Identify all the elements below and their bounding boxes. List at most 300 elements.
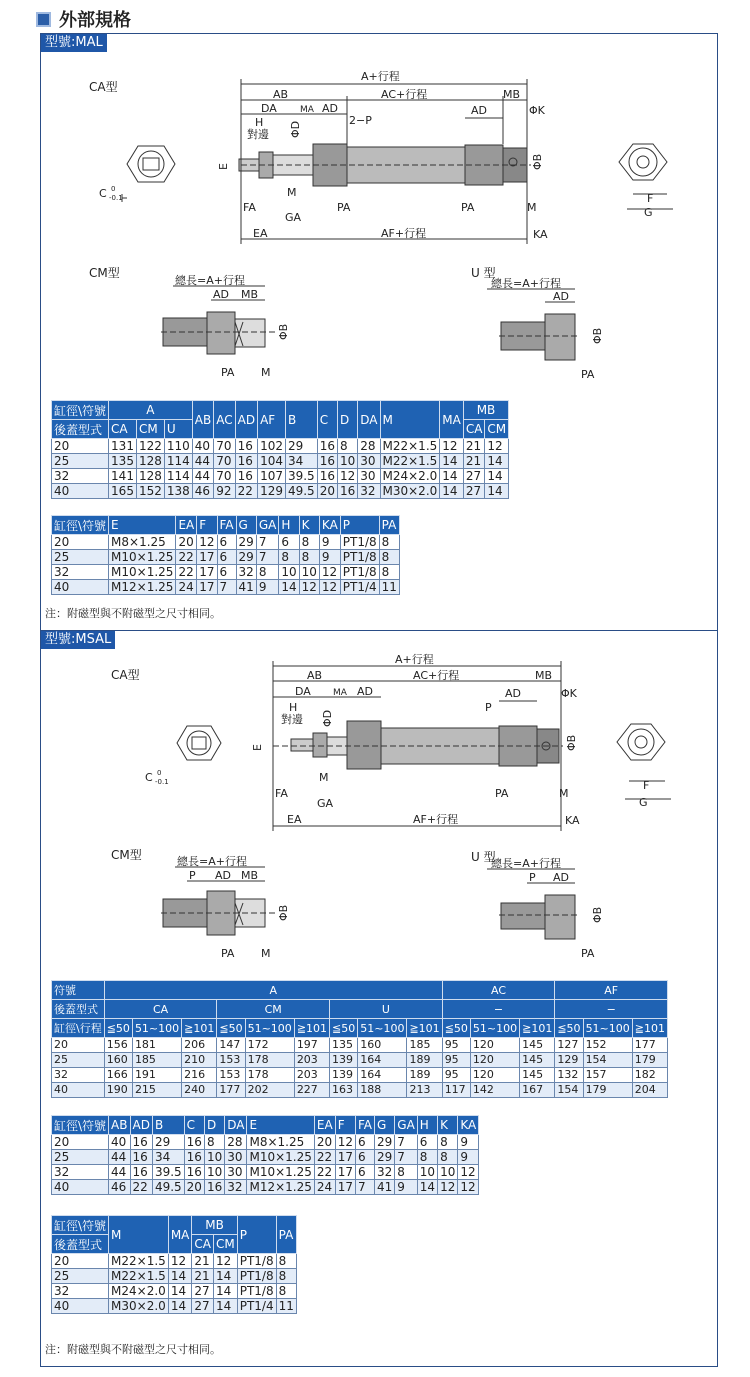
table-cell: 32 [52,1068,105,1083]
table-cell: 34 [285,454,317,469]
table-cell: 14 [279,580,299,595]
table-cell: 6 [355,1165,374,1180]
msal-table-3 [51,980,668,1098]
t1-h-cm: CM [136,420,164,439]
table-cell: 165 [109,484,137,499]
table-cell: 128 [136,454,164,469]
table-cell: 10 [337,454,357,469]
t2-h-ga: GA [256,516,279,535]
m2-dim-tol-bot: -0.1 [155,778,169,786]
table-cell: 41 [374,1180,394,1195]
table-cell: 20 [317,484,337,499]
table-cell: M12×1.25 [109,580,176,595]
table-cell: 12 [213,1254,237,1269]
table-cell: 8 [417,1150,437,1165]
table-cell: 8 [379,565,399,580]
table-cell: 12 [319,565,340,580]
table-cell: 8 [276,1284,296,1299]
t4-h: B [152,1116,184,1135]
t3-h-stroke: 51~100 [358,1019,407,1038]
table-cell: 114 [164,469,192,484]
table-cell: 22 [235,484,257,499]
m2-u-phib: ΦB [591,906,604,923]
t4-row [52,1165,479,1180]
table-cell: 132 [555,1068,583,1083]
t2-h-bore: 缸徑\符號 [52,516,109,535]
t4-row [52,1180,479,1195]
table-cell: 203 [294,1068,329,1083]
table-cell: 102 [258,439,286,454]
t4-h: 缸徑\符號 [52,1116,109,1135]
table-cell: 34 [152,1150,184,1165]
m2-cm-p: P [189,869,196,882]
m2-cm-total: 總長=A+行程 [177,855,247,868]
table-cell: 6 [217,565,236,580]
table-cell: 139 [330,1053,358,1068]
section-tag-mal: 型號:MAL [41,34,107,52]
t3-h-stroke: 51~100 [470,1019,519,1038]
table-cell: 8 [395,1165,418,1180]
m2-dim-da: DA [295,685,311,698]
t4-h: G [374,1116,394,1135]
table-cell: 14 [168,1269,192,1284]
t3-row [52,1083,668,1098]
t2-row [52,550,400,565]
t4-h: C [184,1116,204,1135]
table-cell: 16 [130,1165,152,1180]
section-mal [40,33,718,631]
table-cell: 160 [358,1038,407,1053]
table-cell: 6 [355,1150,374,1165]
table-cell: 131 [109,439,137,454]
table-cell: 141 [109,469,137,484]
table-cell: 210 [182,1053,217,1068]
table-cell: 178 [245,1053,294,1068]
t5-h-bore: 缸徑\符號 [52,1216,109,1235]
t3-row [52,1053,668,1068]
table-cell: 14 [440,469,464,484]
table-cell: 17 [197,580,217,595]
table-cell: PT1/8 [340,565,379,580]
t1-h-da: DA [358,401,380,439]
t1-row [52,469,509,484]
t1-h-mb: MB [463,401,508,420]
table-cell: M10×1.25 [109,550,176,565]
table-cell: 17 [197,565,217,580]
table-cell: 185 [407,1038,442,1053]
t2-h-pa: PA [379,516,399,535]
m2-dim-f: F [643,779,650,792]
dim-pa-right: PA [461,201,475,214]
t1-h-ca: CA [109,420,137,439]
table-cell: 14 [485,484,509,499]
table-cell: 127 [555,1038,583,1053]
table-cell: 14 [485,454,509,469]
table-cell: 70 [214,439,235,454]
table-cell: 12 [197,535,217,550]
table-cell: 12 [440,439,464,454]
table-cell: 30 [358,469,380,484]
m2-dim-af-stroke: AF+行程 [413,813,459,826]
msal-drawings [41,631,717,971]
table-cell: 185 [132,1053,181,1068]
table-cell: 30 [225,1150,247,1165]
t3-h-a: A [104,981,442,1000]
t5-row [52,1299,297,1314]
table-cell: 14 [485,469,509,484]
m2-dim-phik: ΦK [561,687,577,700]
t5-row [52,1284,297,1299]
mal-u-label: U 型 [471,266,496,280]
table-cell: 154 [555,1083,583,1098]
table-cell: 17 [335,1165,355,1180]
table-cell: 16 [235,439,257,454]
msal-table-4 [51,1115,479,1195]
table-cell: 16 [235,469,257,484]
t3-h-cover: 後蓋型式 [52,1000,105,1019]
t3-row [52,1068,668,1083]
table-cell: 46 [192,484,213,499]
table-cell: 44 [192,454,213,469]
table-cell: 49.5 [285,484,317,499]
dim-f: F [647,192,654,205]
t1-h-u: U [164,420,192,439]
table-cell: 25 [52,1053,105,1068]
m2-cm-phib: ΦB [277,904,290,921]
m2-u-ad: AD [553,871,569,884]
t2-row [52,535,400,550]
m2-cm-m: M [261,947,271,960]
table-cell: 9 [458,1135,479,1150]
table-cell: 166 [104,1068,132,1083]
table-cell: 16 [130,1135,152,1150]
table-cell: 8 [276,1254,296,1269]
m2-cm-ad: AD [215,869,231,882]
table-cell: 29 [236,535,256,550]
table-cell: 104 [258,454,286,469]
dim-g: G [644,206,653,219]
table-cell: 32 [52,1165,109,1180]
table-cell: PT1/8 [340,550,379,565]
mal-note: 注：附磁型與不附磁型之尺寸相同。 [45,607,221,620]
table-cell: 40 [52,1180,109,1195]
table-cell: 14 [440,484,464,499]
table-cell: 17 [335,1150,355,1165]
table-cell: 16 [184,1150,204,1165]
table-cell: 8 [276,1269,296,1284]
t1-h-b: B [285,401,317,439]
t3-h-stroke: ≦50 [442,1019,470,1038]
table-cell: 95 [442,1053,470,1068]
t3-h-stroke: ≧101 [294,1019,329,1038]
t3-h-stroke: ≧101 [520,1019,555,1038]
table-cell: 213 [407,1083,442,1098]
table-cell: 14 [440,454,464,469]
table-cell: 139 [330,1068,358,1083]
table-cell: 142 [470,1083,519,1098]
table-cell: 44 [109,1150,130,1165]
table-cell: 8 [299,550,319,565]
table-cell: 25 [52,454,109,469]
table-cell: 167 [520,1083,555,1098]
t3-h-stroke: 51~100 [245,1019,294,1038]
t2-h-h: H [279,516,299,535]
u-phib: ΦB [591,327,604,344]
table-cell: 27 [463,484,485,499]
t4-body [52,1135,479,1195]
table-cell: 9 [319,535,340,550]
table-cell: 8 [438,1135,458,1150]
t1-body [52,439,509,499]
dim-e: E [217,163,230,170]
table-cell: 164 [358,1068,407,1083]
t1-h-ac: AC [214,401,235,439]
table-cell: 16 [317,439,337,454]
t3-h-stroke: ≧101 [182,1019,217,1038]
t4-h: D [204,1116,224,1135]
table-cell: 20 [52,439,109,454]
table-cell: M22×1.5 [109,1269,169,1284]
t4-h: AD [130,1116,152,1135]
table-cell: 152 [136,484,164,499]
table-cell: 188 [358,1083,407,1098]
table-cell: 22 [314,1165,335,1180]
table-cell: 40 [52,1083,105,1098]
dim-phid: ΦD [289,120,302,138]
t3-h-u: U [330,1000,443,1019]
u-total: 總長=A+行程 [491,277,561,290]
t1-h-mb-cm: CM [485,420,509,439]
table-cell: 22 [176,550,197,565]
dim-2p: 2−P [349,114,372,127]
table-cell: 16 [317,454,337,469]
dim-ga: GA [285,211,302,224]
table-cell: 44 [192,469,213,484]
table-cell: PT1/4 [237,1299,276,1314]
table-cell: 153 [217,1053,245,1068]
t3-h-ca: CA [104,1000,217,1019]
table-cell: 30 [358,454,380,469]
table-cell: 110 [164,439,192,454]
t3-h-sym: 符號 [52,981,105,1000]
table-cell: 20 [314,1135,335,1150]
table-cell: 138 [164,484,192,499]
table-cell: 153 [217,1068,245,1083]
table-cell: 10 [279,565,299,580]
t4-h: FA [355,1116,374,1135]
m2-u-pa: PA [581,947,595,960]
dim-taibian: 對邊 [247,128,269,141]
dim-pa: PA [337,201,351,214]
table-cell: 8 [379,550,399,565]
m2-cm-mb: MB [241,869,259,882]
table-cell: 32 [52,565,109,580]
t4-h: E [247,1116,314,1135]
table-cell: 189 [407,1068,442,1083]
table-cell: 107 [258,469,286,484]
t1-row [52,439,509,454]
table-cell: 7 [217,580,236,595]
table-cell: 92 [214,484,235,499]
m2-u-p: P [529,871,536,884]
section-msal [40,631,718,1367]
t5-row [52,1269,297,1284]
table-cell: 8 [204,1135,224,1150]
table-cell: 6 [217,535,236,550]
table-cell: 12 [337,469,357,484]
dim-ad-right: AD [471,104,487,117]
t3-h-stroke: 51~100 [132,1019,181,1038]
table-cell: 8 [279,550,299,565]
table-cell: M8×1.25 [109,535,176,550]
table-cell: 181 [132,1038,181,1053]
t4-h: EA [314,1116,335,1135]
table-cell: 44 [109,1165,130,1180]
t4-h: GA [395,1116,418,1135]
table-cell: 22 [130,1180,152,1195]
table-cell: M10×1.25 [247,1165,314,1180]
table-cell: 129 [258,484,286,499]
m2-dim-m: M [319,771,329,784]
t5-h-mb: MB [192,1216,237,1235]
table-cell: PT1/8 [237,1254,276,1269]
t1-h-ad: AD [235,401,257,439]
m2-dim-ka: KA [565,814,580,827]
table-cell: 27 [192,1284,214,1299]
u-pa: PA [581,368,595,381]
t4-h-row [52,1116,479,1135]
t2-row [52,565,400,580]
table-cell: M8×1.25 [247,1135,314,1150]
dim-af-stroke: AF+行程 [381,227,427,240]
table-cell: 95 [442,1038,470,1053]
table-cell: 29 [374,1135,394,1150]
cm-mb: MB [241,288,259,301]
dim-ab: AB [273,88,289,101]
t2-body [52,535,400,595]
table-cell: 10 [299,565,319,580]
t2-h-fa: FA [217,516,236,535]
table-cell: 6 [417,1135,437,1150]
table-cell: 32 [225,1180,247,1195]
m2-dim-fa: FA [275,787,288,800]
table-cell: 163 [330,1083,358,1098]
m2-dim-c-tol: C [145,771,153,784]
table-cell: PT1/8 [237,1284,276,1299]
dim-ad: AD [322,102,338,115]
table-cell: 204 [632,1083,667,1098]
table-cell: 164 [358,1053,407,1068]
table-cell: M22×1.5 [380,439,440,454]
t4-h: H [417,1116,437,1135]
table-cell: 20 [184,1180,204,1195]
table-cell: 145 [520,1053,555,1068]
table-cell: 40 [109,1135,130,1150]
t1-h-cover: 後蓋型式 [52,420,109,439]
table-cell: 20 [52,1254,109,1269]
t1-row [52,454,509,469]
t4-row [52,1150,479,1165]
t3-h-stroke: 缸徑\行程 [52,1019,105,1038]
table-cell: 145 [520,1038,555,1053]
table-cell: 41 [236,580,256,595]
table-cell: 70 [214,454,235,469]
t5-row [52,1254,297,1269]
table-cell: 20 [176,535,197,550]
table-cell: 49.5 [152,1180,184,1195]
table-cell: 70 [214,469,235,484]
section-tag-msal: 型號:MSAL [41,631,115,649]
t1-h-bore: 缸徑\符號 [52,401,109,420]
table-cell: 32 [52,1284,109,1299]
m2-dim-g: G [639,796,648,809]
table-cell: 40 [52,484,109,499]
table-cell: 135 [109,454,137,469]
table-cell: 21 [463,454,485,469]
u-ad: AD [553,290,569,303]
m2-dim-taibian: 對邊 [281,713,303,726]
t3-h-cm: CM [217,1000,330,1019]
table-cell: M22×1.5 [109,1254,169,1269]
t4-h: AB [109,1116,130,1135]
m2-dim-ac-stroke: AC+行程 [413,669,460,682]
msal-ca-label: CA型 [111,668,140,682]
t5-h-m: M [109,1216,169,1254]
table-cell: 157 [583,1068,632,1083]
t3-h-stroke: 51~100 [583,1019,632,1038]
table-cell: 227 [294,1083,329,1098]
table-cell: 120 [470,1053,519,1068]
table-cell: 202 [245,1083,294,1098]
table-cell: 21 [192,1254,214,1269]
t1-h-mb-ca: CA [463,420,485,439]
table-cell: 129 [555,1053,583,1068]
table-cell: 203 [294,1053,329,1068]
table-cell: 9 [395,1180,418,1195]
t1-h-c: C [317,401,337,439]
t3-body [52,1038,668,1098]
table-cell: 32 [52,469,109,484]
table-cell: 122 [136,439,164,454]
table-cell: 156 [104,1038,132,1053]
table-cell: 17 [335,1180,355,1195]
t3-h-ac: AC [442,981,555,1000]
table-cell: 152 [583,1038,632,1053]
table-cell: 178 [245,1068,294,1083]
mal-ca-label: CA型 [89,80,118,94]
table-cell: 12 [458,1180,479,1195]
table-cell: 135 [330,1038,358,1053]
dim-mb: MB [503,88,521,101]
t4-h: F [335,1116,355,1135]
table-cell: 14 [213,1269,237,1284]
table-cell: 29 [152,1135,184,1150]
table-cell: 179 [632,1053,667,1068]
table-cell: 27 [463,469,485,484]
dim-m: M [287,186,297,199]
table-cell: 32 [374,1165,394,1180]
t3-h-af-dash: − [555,1000,668,1019]
table-cell: 20 [52,535,109,550]
dim-ac-stroke: AC+行程 [381,88,428,101]
t4-row [52,1135,479,1150]
t5-body [52,1254,297,1314]
m2-dim-mb: MB [535,669,553,682]
table-cell: 9 [256,580,279,595]
table-cell: 216 [182,1068,217,1083]
msal-note: 注：附磁型與不附磁型之尺寸相同。 [45,1343,221,1356]
m2-cm-pa: PA [221,947,235,960]
